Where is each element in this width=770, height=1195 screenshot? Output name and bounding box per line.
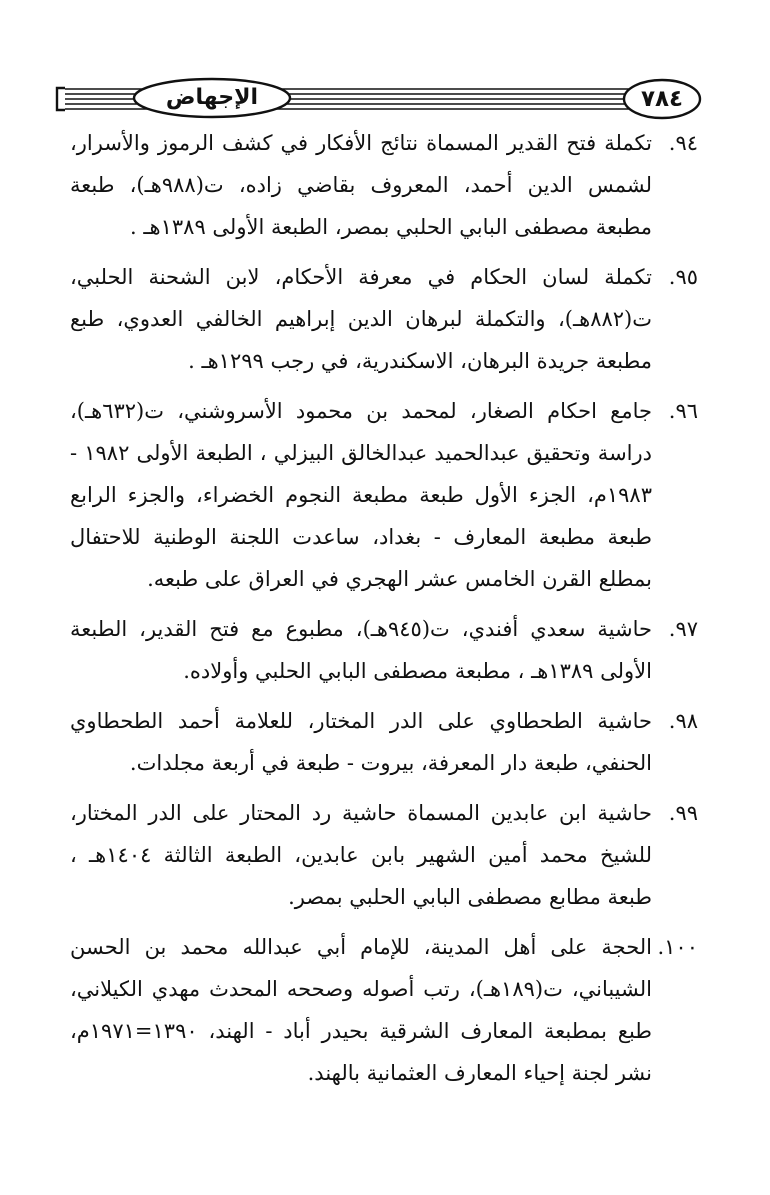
entry-text: حاشية ابن عابدين المسماة حاشية رد المحتار على الدر المختار، للشيخ محمد أمين الشهير بابن عابدين، الطبعة الثالثة ١٤٠٤هـ ، طبعة مطابع مصطفى البابي الحلبي بمصر. xyxy=(70,801,652,909)
bibliography-entry xyxy=(70,700,698,784)
entry-text: تكملة لسان الحكام في معرفة الأحكام، لابن الشحنة الحلبي، ت(٨٨٢هـ)، والتكملة لبرهان الدين إبراهيم الخالفي العدوي، طبع مطبعة جريدة البرهان، الاسكندرية، في رجب ١٢٩٩هـ . xyxy=(70,265,652,373)
entry-number: ٩٦. xyxy=(668,399,698,423)
running-header xyxy=(55,76,719,122)
entry-text: حاشية الطحطاوي على الدر المختار، للعلامة أحمد الطحطاوي الحنفي، طبعة دار المعرفة، بيروت - طبعة في أربعة مجلدات. xyxy=(70,709,652,775)
page-number: ٧٨٤ xyxy=(640,86,684,112)
bibliography-entry xyxy=(70,256,698,382)
entry-number: ٩٩. xyxy=(668,801,698,825)
bibliography-list xyxy=(70,122,698,1102)
bibliography-entry xyxy=(70,926,698,1094)
entry-text: الحجة على أهل المدينة، للإمام أبي عبدالله محمد بن الحسن الشيباني، ت(١٨٩هـ)، رتب أصوله وصححه المحدث مهدي الكيلاني، طبع بمطبعة المعارف الشرقية بحيدر أباد - الهند، ١٣٩٠=١٩٧١م، نشر لجنة إحياء المعارف العثمانية بالهند. xyxy=(70,935,652,1085)
bibliography-entry xyxy=(70,122,698,248)
bibliography-entry xyxy=(70,608,698,692)
entry-number: ٩٤. xyxy=(668,131,698,155)
entry-number: ٩٨. xyxy=(668,709,698,733)
entry-text: جامع احكام الصغار، لمحمد بن محمود الأسروشني، ت(٦٣٢هـ)، دراسة وتحقيق عبدالحميد عبدالخالق البيزلي ، الطبعة الأولى ١٩٨٢ - ١٩٨٣م، الجزء الأول طبعة مطبعة النجوم الخضراء، والجزء الرابع طبعة مطبعة المعارف - بغداد، ساعدت اللجنة الوطنية للاحتفال بمطلع القرن الخامس عشر الهجري في العراق على طبعه. xyxy=(70,399,652,591)
entry-number: ١٠٠. xyxy=(657,935,698,959)
entry-number: ٩٥. xyxy=(668,265,698,289)
chapter-title: الإجهاض xyxy=(165,85,259,110)
entry-text: حاشية سعدي أفندي، ت(٩٤٥هـ)، مطبوع مع فتح القدير، الطبعة الأولى ١٣٨٩هـ ، مطبعة مصطفى البابي الحلبي وأولاده. xyxy=(70,617,652,683)
bibliography-entry xyxy=(70,792,698,918)
bibliography-entry xyxy=(70,390,698,600)
entry-number: ٩٧. xyxy=(668,617,698,641)
entry-text: تكملة فتح القدير المسماة نتائج الأفكار في كشف الرموز والأسرار، لشمس الدين أحمد، المعروف بقاضي زاده، ت(٩٨٨هـ)، طبعة مطبعة مصطفى البابي الحلبي بمصر، الطبعة الأولى ١٣٨٩هـ . xyxy=(70,131,652,239)
